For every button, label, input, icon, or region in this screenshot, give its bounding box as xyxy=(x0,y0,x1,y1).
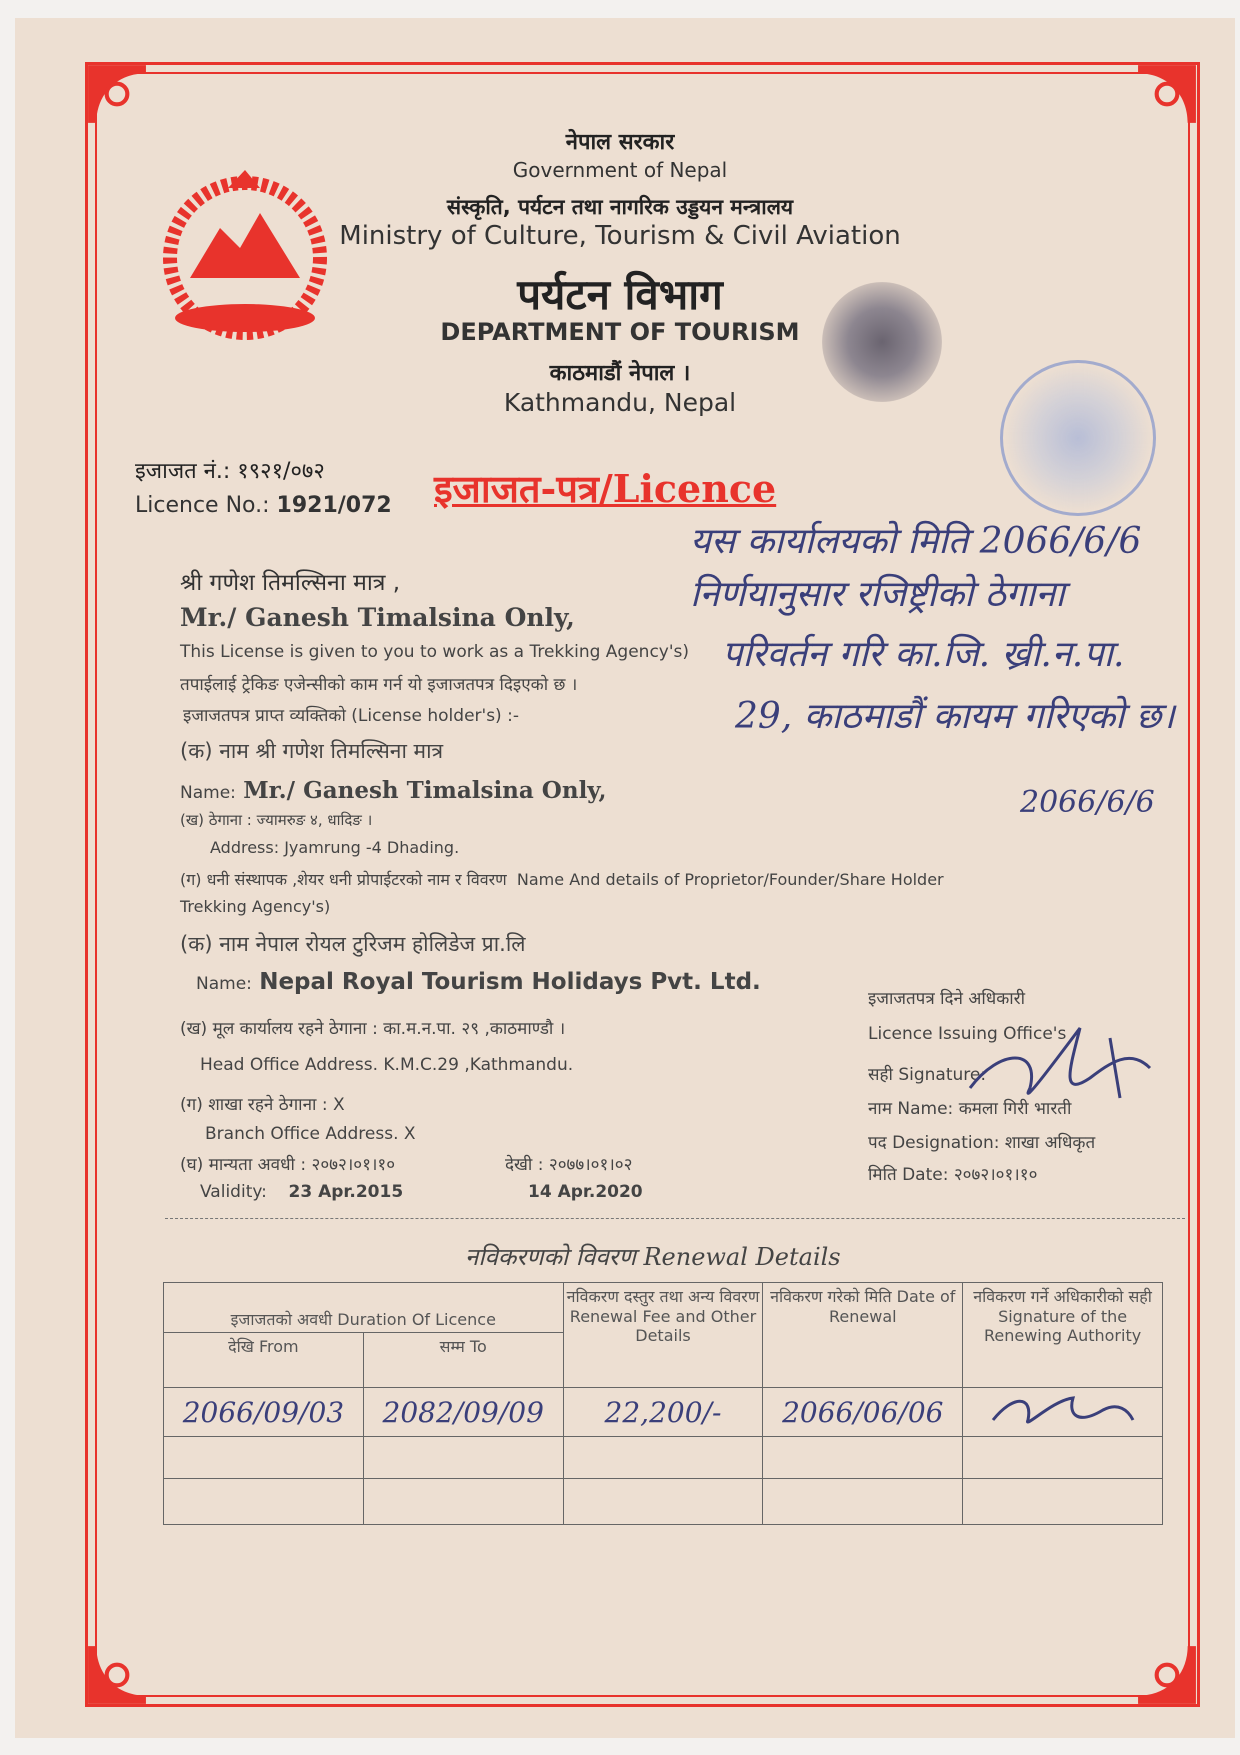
holder-name-en: Name: Mr./ Ganesh Timalsina Only, xyxy=(180,777,607,804)
corner-ornament-top-right-icon xyxy=(1136,63,1198,125)
renewal-col-fee: नविकरण दस्तुर तथा अन्य विवरण Renewal Fee and Other Details xyxy=(563,1283,763,1388)
renewal-col-from: देखि From xyxy=(164,1333,364,1388)
issuer-title-np: इजाजतपत्र दिने अधिकारी xyxy=(868,989,1026,1009)
renewal-col-to: सम्म To xyxy=(363,1333,563,1388)
handwritten-note-line2: निर्णयानुसार रजिष्ट्रीको ठेगाना xyxy=(690,574,1065,615)
validity-to-en: 14 Apr.2020 xyxy=(528,1182,643,1202)
renewal-from-value: 2066/09/03 xyxy=(164,1388,364,1437)
branch-office-np: (ग) शाखा रहने ठेगाना : X xyxy=(180,1095,345,1115)
ministry-en: Ministry of Culture, Tourism & Civil Aviation xyxy=(339,221,901,251)
company-name-np: (क) नाम नेपाल रोयल टुरिजम होलिडेज प्रा.लि xyxy=(180,932,526,956)
city-np: काठमाडौं नेपाल । xyxy=(549,361,691,386)
renewal-col-sign: नविकरण गर्ने अधिकारीको सही Signature of the Renewing Authority xyxy=(963,1283,1163,1388)
company-name-en: Name: Nepal Royal Tourism Holidays Pvt. Ltd. xyxy=(196,969,761,995)
handwritten-note-date: 2066/6/6 xyxy=(1020,785,1155,820)
city-en: Kathmandu, Nepal xyxy=(503,388,737,417)
renewal-signature-icon xyxy=(983,1390,1143,1430)
proprietor-label: (ग) धनी संस्थापक ,शेयर धनी प्रोपाईटरको नाम र विवरण Name And details of Proprietor/Founder/Share Holder xyxy=(180,870,944,889)
renewal-signature-cell xyxy=(963,1388,1163,1437)
blue-seal-stamp xyxy=(1000,360,1156,516)
table-row xyxy=(164,1388,1163,1437)
corner-ornament-bottom-left-icon xyxy=(86,1644,148,1706)
renewal-date-value: 2066/06/06 xyxy=(763,1388,963,1437)
validity-en: Validity: 23 Apr.2015 xyxy=(200,1182,404,1202)
table-row xyxy=(164,1437,1163,1479)
holder-label: इजाजतपत्र प्राप्त व्यक्तिको (License holder's) :- xyxy=(183,706,519,726)
corner-ornament-top-left-icon xyxy=(86,63,148,125)
validity-np: (घ) मान्यता अवधी : २०७२।०१।१० xyxy=(180,1155,396,1175)
licence-purpose-np: तपाईलाई ट्रेकिङ एजेन्सीको काम गर्न यो इजाजतपत्र दिइएको छ । xyxy=(180,675,578,695)
holder-address-en: Address: Jyamrung -4 Dhading. xyxy=(210,838,460,857)
black-seal-stamp xyxy=(822,282,942,402)
divider xyxy=(165,1218,1185,1219)
holder-address-np: (ख) ठेगाना : ज्यामरुङ ४, धादिङ । xyxy=(180,811,373,829)
issuer-name: नाम Name: कमला गिरी भारती xyxy=(868,1099,1072,1119)
department-np: पर्यटन विभाग xyxy=(517,270,723,319)
handwritten-note-line3: परिवर्तन गरि का.जि. ख्री.न.पा. xyxy=(722,634,1125,675)
licence-no-np: इजाजत नं.: १९२१/०७२ xyxy=(135,459,325,484)
ministry-np: संस्कृति, पर्यटन तथा नागरिक उड्डयन मन्त्रालय xyxy=(446,195,794,219)
issuer-signature-label: सही Signature: xyxy=(868,1065,987,1085)
renewal-title: नविकरणको विवरण Renewal Details xyxy=(465,1243,841,1271)
department-en: DEPARTMENT OF TOURISM xyxy=(440,318,800,346)
licence-title: इजाजत-पत्र/Licence xyxy=(434,466,777,511)
renewal-table xyxy=(163,1282,1163,1525)
corner-ornament-bottom-right-icon xyxy=(1136,1644,1198,1706)
head-office-en: Head Office Address. K.M.C.29 ,Kathmandu. xyxy=(200,1055,574,1075)
govt-en: Government of Nepal xyxy=(512,158,728,182)
holder-name-np: (क) नाम श्री गणेश तिमल्सिना मात्र xyxy=(180,739,444,763)
handwritten-note-line1: यस कार्यालयको मिति 2066/6/6 xyxy=(690,521,1142,562)
validity-to-np: देखी : २०७७।०१।०२ xyxy=(505,1155,633,1175)
issuer-date: मिति Date: २०७२।०१।१० xyxy=(868,1165,1038,1185)
issuer-designation: पद Designation: शाखा अधिकृत xyxy=(868,1133,1096,1153)
handwritten-note-line4: 29, काठमाडौं कायम गरिएको छ। xyxy=(735,696,1175,737)
renewal-col-date: नविकरण गरेको मिति Date of Renewal xyxy=(763,1283,963,1388)
proprietor-label-2: Trekking Agency's) xyxy=(180,897,331,916)
issuer-title-en: Licence Issuing Office's xyxy=(868,1024,1067,1044)
renewal-fee-value: 22,200/- xyxy=(563,1388,763,1437)
head-office-np: (ख) मूल कार्यालय रहने ठेगाना : का.म.न.पा. २९ ,काठमाण्डौ । xyxy=(180,1019,566,1039)
addressee-np: श्री गणेश तिमल्सिना मात्र , xyxy=(180,570,401,596)
addressee-en: Mr./ Ganesh Timalsina Only, xyxy=(180,603,575,632)
branch-office-en: Branch Office Address. X xyxy=(205,1124,416,1144)
licence-no-en: Licence No.: 1921/072 xyxy=(135,493,392,518)
licence-purpose-en: This License is given to you to work as a Trekking Agency's) xyxy=(180,642,690,662)
table-row xyxy=(164,1479,1163,1525)
govt-np: नेपाल सरकार xyxy=(565,130,675,155)
renewal-col-duration: इजाजतको अवधी Duration Of Licence xyxy=(164,1283,564,1333)
renewal-to-value: 2082/09/09 xyxy=(363,1388,563,1437)
